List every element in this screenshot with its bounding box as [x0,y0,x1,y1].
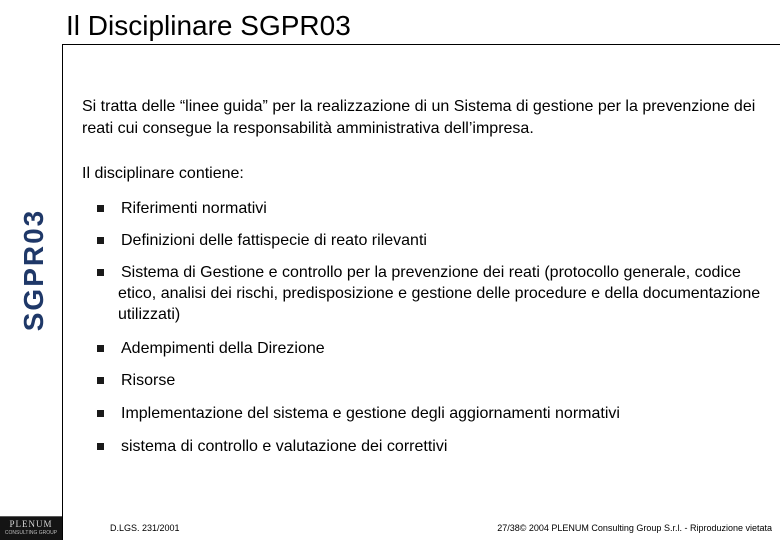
list-item-text: sistema di controllo e valutazione dei correttivi [121,438,448,455]
square-bullet-icon [97,377,104,384]
list-item-text: Riferimenti normativi [121,200,267,217]
list-item-adempimenti [97,338,772,359]
square-bullet-icon [97,269,104,276]
list-item-risorse [97,370,772,391]
list-item-riferimenti [97,198,772,219]
plenum-logo [0,516,62,540]
footer-copyright: 27/38© 2004 PLENUM Consulting Group S.r.l. - Riproduzione vietata [497,523,772,533]
list-item-text: Implementazione del sistema e gestione degli aggiornamenti normativi [121,405,620,422]
list-item-implementazione [97,403,772,424]
contains-label: Il disciplinare contiene: [82,165,244,182]
title-divider [62,44,780,45]
list-item-text: Adempimenti della Direzione [121,340,325,357]
square-bullet-icon [97,443,104,450]
intro-text: Si tratta delle “linee guida” per la realizzazione di un Sistema di gestione per la prevenzione dei reati cui consegue la responsabilità amministrativa dell’impresa. [82,98,756,137]
slide-title: Il Disciplinare SGPR03 [66,10,351,41]
list-item-definizioni [97,230,772,251]
footer-reference: D.LGS. 231/2001 [110,523,180,533]
square-bullet-icon [97,237,104,244]
logo-subtitle: CONSULTING GROUP [4,530,58,536]
list-item-sistema-gestione [97,262,772,325]
logo-wordmark: PLENUM [9,519,53,529]
side-label: SGPR03 [18,208,49,332]
side-divider [62,44,63,540]
intro-paragraph [82,96,772,140]
list-item-controllo [97,436,772,457]
square-bullet-icon [97,410,104,417]
list-item-text: Risorse [121,372,176,389]
square-bullet-icon [97,345,104,352]
list-item-text: Sistema di Gestione e controllo per la prevenzione dei reati (protocollo generale, codice etico, analisi dei rischi, predisposizione e gestione delle procedure e della documentazione utilizzati) [118,264,761,323]
square-bullet-icon [97,205,104,212]
list-item-text: Definizioni delle fattispecie di reato rilevanti [121,232,427,249]
